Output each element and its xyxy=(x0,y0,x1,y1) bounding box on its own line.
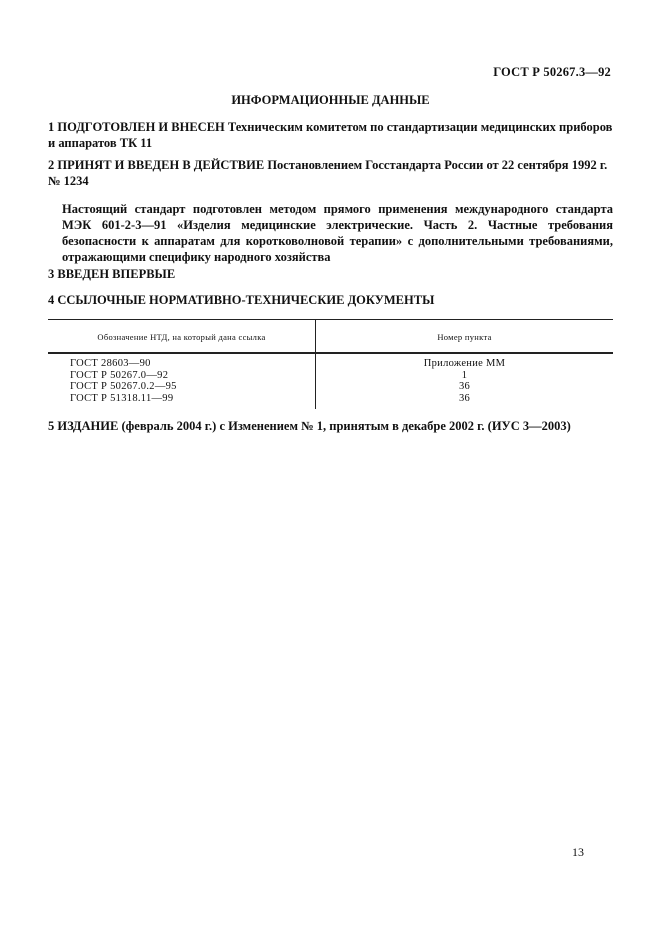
item-4-lead: ССЫЛОЧНЫЕ НОРМАТИВНО-ТЕХНИЧЕСКИЕ ДОКУМЕНТЫ xyxy=(57,293,435,307)
item-2-number: 2 xyxy=(48,158,55,172)
table-header-rule xyxy=(48,352,613,354)
item-5-lead: ИЗДАНИЕ xyxy=(57,419,119,433)
table-row-clause: 36 xyxy=(458,392,471,404)
table-row-designation: ГОСТ Р 51318.11—99 xyxy=(70,392,174,404)
section-title: ИНФОРМАЦИОННЫЕ ДАННЫЕ xyxy=(231,93,430,107)
item-4 xyxy=(48,292,613,308)
table-header-designation: Обозначение НТД, на который дана ссылка xyxy=(97,332,266,342)
item-5 xyxy=(48,418,613,434)
table-row-designation: ГОСТ Р 50267.0.2—95 xyxy=(70,381,177,392)
table-top-rule xyxy=(48,319,613,320)
item-5-text: (февраль 2004 г.) с Изменением № 1, принятым в декабре 2002 г. (ИУС 3—2003) xyxy=(121,419,571,433)
table-row-clause: 1 xyxy=(461,369,468,381)
standard-note: Настоящий стандарт подготовлен методом прямого применения международного стандарта МЭК 601-2-3—91 «Изделия медицинские электрические. Часть 2. Частные требования безопасности к аппаратам для коротковолновой терапии» с дополнительными требованиями, отражающими специфику народного хозяйства xyxy=(62,202,613,264)
table-clause-column xyxy=(316,358,613,404)
page-number: 13 xyxy=(572,845,584,859)
table-row-clause: Приложение ММ xyxy=(423,358,506,369)
item-2 xyxy=(48,157,613,189)
table-row-designation: ГОСТ Р 50267.0—92 xyxy=(70,369,169,381)
item-1-number: 1 xyxy=(48,120,55,134)
table-header-clause: Номер пункта xyxy=(437,332,492,342)
item-3-number: 3 xyxy=(48,267,55,281)
item-1-lead: ПОДГОТОВЛЕН И ВНЕСЕН xyxy=(57,120,225,134)
item-1 xyxy=(48,119,613,151)
table-row-clause: 36 xyxy=(458,381,471,392)
reference-table xyxy=(48,319,613,409)
item-3 xyxy=(48,266,613,282)
table-designation-column xyxy=(70,358,177,404)
item-2-lead: ПРИНЯТ И ВВЕДЕН В ДЕЙСТВИЕ xyxy=(57,158,265,172)
item-2-text: Постановлением Госстандарта России от 22 сентября 1992 г. № 1234 xyxy=(48,158,608,188)
table-row-designation: ГОСТ 28603—90 xyxy=(70,358,151,369)
item-4-number: 4 xyxy=(48,293,55,307)
document-code: ГОСТ Р 50267.3—92 xyxy=(493,65,611,79)
item-5-number: 5 xyxy=(48,419,55,433)
item-3-lead: ВВЕДЕН ВПЕРВЫЕ xyxy=(57,267,176,281)
item-1-text: Техническим комитетом по стандартизации медицинских приборов и аппаратов ТК 11 xyxy=(48,120,613,150)
